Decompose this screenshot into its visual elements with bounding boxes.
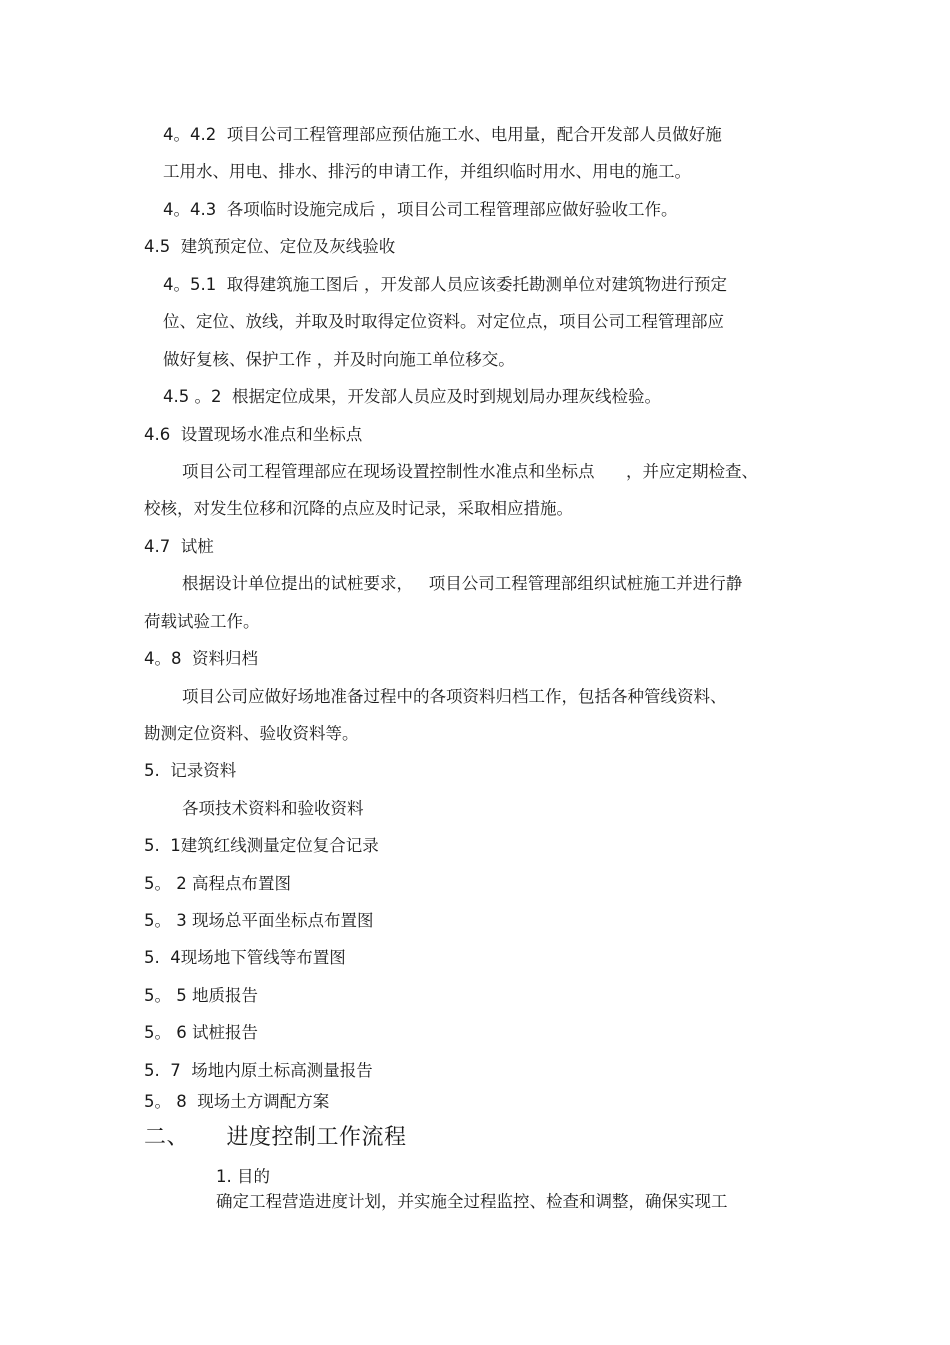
paragraph-4-7-line-2: 荷载试验工作。 <box>144 612 260 631</box>
text-line-4-5-2: 4.5 。2 根据定位成果，开发部人员应及时到规划局办理灰线检验。 <box>163 387 661 406</box>
paragraph-4-6-line-1: 项目公司工程管理部应在现场设置控制性水准点和坐标点 ，并应定期检查、 <box>182 462 758 481</box>
text-line-4-4-3: 4。4.3 各项临时设施完成后 ，项目公司工程管理部应做好验收工作。 <box>163 200 678 219</box>
list-item-5-5: 5。 5 地质报告 <box>144 986 258 1005</box>
text-line-4-5-1-cont-1: 位、定位、放线，并取及时取得定位资料。对定位点，项目公司工程管理部应 <box>163 312 724 331</box>
list-item-5-1: 5. 1建筑红线测量定位复合记录 <box>144 836 379 855</box>
paragraph-4-6-line-2: 校核，对发生位移和沉降的点应及时记录，采取相应措施。 <box>144 499 573 518</box>
list-item-5-2: 5。 2 高程点布置图 <box>144 874 291 893</box>
list-item-5-8: 5。 8 现场土方调配方案 <box>144 1092 330 1111</box>
list-item-5-4: 5. 4现场地下管线等布置图 <box>144 948 346 967</box>
section-heading-4-7: 4.7 试桩 <box>144 537 214 556</box>
paragraph-4-8-line-2: 勘测定位资料、验收资料等。 <box>144 724 359 743</box>
list-item-5-3: 5。 3 现场总平面坐标点布置图 <box>144 911 374 930</box>
paragraph-4-7-line-1: 根据设计单位提出的试桩要求， 项目公司工程管理部组织试桩施工并进行静 <box>182 574 743 593</box>
list-item-5-6: 5。 6 试桩报告 <box>144 1023 258 1042</box>
chapter-heading-2: 二、 进度控制工作流程 <box>144 1125 407 1150</box>
list-item-5-7: 5. 7 场地内原土标高测量报告 <box>144 1061 373 1080</box>
section-heading-4-6: 4.6 设置现场水准点和坐标点 <box>144 425 363 444</box>
paragraph-4-8-line-1: 项目公司应做好场地准备过程中的各项资料归档工作，包括各种管线资料、 <box>182 687 727 706</box>
section-heading-4-8: 4。8 资料归档 <box>144 649 258 668</box>
paragraph-5-intro: 各项技术资料和验收资料 <box>182 799 364 818</box>
section-heading-5: 5. 记录资料 <box>144 761 237 780</box>
text-line-4-5-1-cont-2: 做好复核、保护工作 ，并及时向施工单位移交。 <box>163 350 515 369</box>
text-line-4-5-1: 4。5.1 取得建筑施工图后 ，开发部人员应该委托勘测单位对建筑物进行预定 <box>163 275 727 294</box>
text-line-4-4-2: 4。4.2 项目公司工程管理部应预估施工水、电用量，配合开发部人员做好施 <box>163 125 722 144</box>
text-line-4-4-2-cont: 工用水、用电、排水、排污的申请工作，并组织临时用水、用电的施工。 <box>163 162 691 181</box>
subheading-purpose: 1. 目的 <box>216 1167 270 1186</box>
paragraph-purpose: 确定工程营造进度计划，并实施全过程监控、检查和调整，确保实现工 <box>216 1192 728 1211</box>
section-heading-4-5: 4.5 建筑预定位、定位及灰线验收 <box>144 237 396 256</box>
